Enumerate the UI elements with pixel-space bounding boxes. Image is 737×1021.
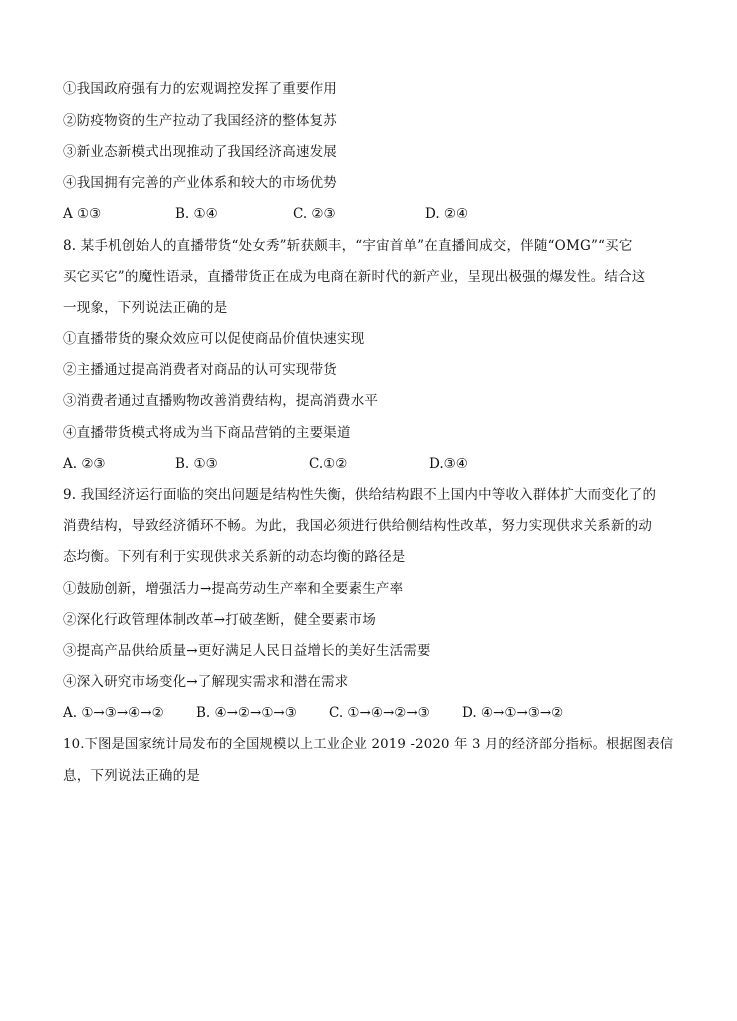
q8-option-b: B. ①③ <box>175 456 218 472</box>
q9-option-b: B. ④→②→①→③ <box>196 705 297 721</box>
q10-stem-line-1: 10.下图是国家统计局发布的全国规模以上工业企业 2019 -2020 年 3 月的经济部分指标。根据图表信 <box>63 737 674 752</box>
q8-statement-4: ④直播带货模式将成为当下商品营销的主要渠道 <box>63 425 351 441</box>
q7-statement-4: ④我国拥有完善的产业体系和较大的市场优势 <box>63 175 337 191</box>
q7-option-c: C. ②③ <box>293 206 336 222</box>
q7-statement-1: ①我国政府强有力的宏观调控发挥了重要作用 <box>63 81 337 97</box>
q9-option-a: A. ①→③→④→② <box>63 705 164 721</box>
q7-option-a: A ①③ <box>63 206 102 222</box>
q8-option-a: A. ②③ <box>63 456 106 472</box>
q9-option-d: D. ④→①→③→② <box>462 705 564 721</box>
q8-statement-1: ①直播带货的聚众效应可以促使商品价值快速实现 <box>63 331 365 347</box>
q8-stem-line-1: 8. 某手机创始人的直播带货“处女秀”斩获颇丰，“宇宙首单”在直播间成交，伴随“OMG”“买它 <box>63 238 633 254</box>
q7-option-b: B. ①④ <box>175 206 218 222</box>
q7-option-d: D. ②④ <box>425 206 469 222</box>
q8-stem-line-2: 买它买它”的魔性语录，直播带货正在成为电商在新时代的新产业，呈现出极强的爆发性。结合这 <box>63 269 646 285</box>
q9-stem-line-1: 9. 我国经济运行面临的突出问题是结构性失衡，供给结构跟不上国内中等收入群体扩大而变化了的 <box>63 487 657 503</box>
q8-statement-2: ②主播通过提高消费者对商品的认可实现带货 <box>63 362 337 378</box>
q10-stem-line-2: 息，下列说法正确的是 <box>63 768 200 784</box>
q7-statement-3: ③新业态新模式出现推动了我国经济高速发展 <box>63 144 337 160</box>
q9-stem-line-3: 态均衡。下列有利于实现供求关系新的动态均衡的路径是 <box>63 549 406 565</box>
q9-statement-1: ①鼓励创新，增强活力→提高劳动生产率和全要素生产率 <box>63 581 404 597</box>
q9-statement-4: ④深入研究市场变化→了解现实需求和潜在需求 <box>63 674 349 690</box>
q9-option-c: C. ①→④→②→③ <box>329 705 430 721</box>
q9-stem-line-2: 消费结构，导致经济循环不畅。为此，我国必须进行供给侧结构性改革，努力实现供求关系新的动 <box>63 518 653 534</box>
q7-statement-2: ②防疫物资的生产拉动了我国经济的整体复苏 <box>63 113 337 129</box>
q8-option-d: D.③④ <box>429 456 468 472</box>
q8-statement-3: ③消费者通过直播购物改善消费结构，提高消费水平 <box>63 393 379 409</box>
q9-statement-3: ③提高产品供给质量→更好满足人民日益增长的美好生活需要 <box>63 643 431 659</box>
q9-statement-2: ②深化行政管理体制改革→打破垄断，健全要素市场 <box>63 612 376 628</box>
q8-option-c: C.①② <box>309 456 348 472</box>
q8-stem-line-3: 一现象，下列说法正确的是 <box>63 300 228 316</box>
